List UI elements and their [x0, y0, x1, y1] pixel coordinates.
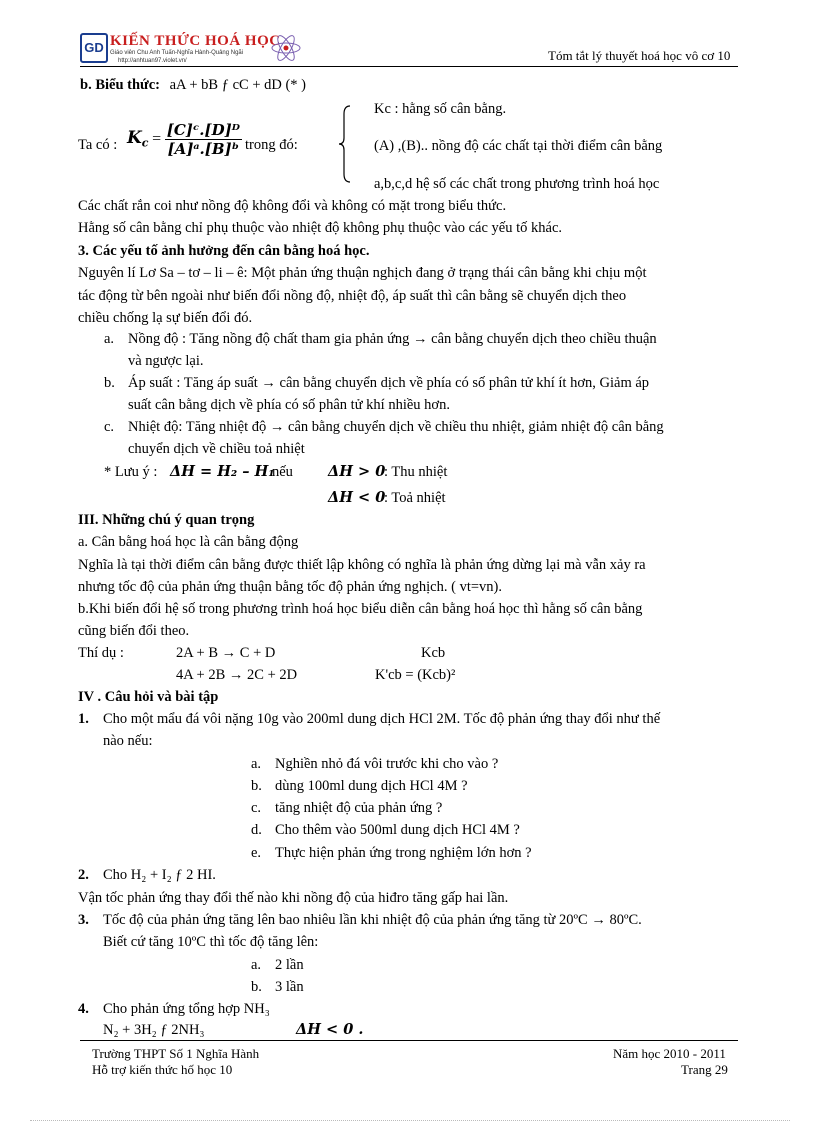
- note-formula: ΔH = H₂ – H₁: [170, 463, 275, 480]
- q1-option: [251, 822, 520, 839]
- q3-option: [251, 957, 304, 974]
- q4-line-2: N₂ + 3H₂ ƒ 2NH₃: [103, 1022, 205, 1038]
- note-neu: nếu: [272, 464, 293, 480]
- footer-school: Trường THPT Số 1 Nghĩa Hành: [92, 1046, 260, 1061]
- q3-option: [251, 979, 304, 996]
- logo-mark: GD: [80, 33, 108, 63]
- example-k-1: Kcb: [421, 645, 446, 661]
- kc-numerator: [C]ᶜ.[D]ᴰ: [166, 121, 240, 139]
- item-c-label: c.: [104, 419, 115, 435]
- option-label: b.: [251, 778, 262, 794]
- footer-support: Hỗ trợ kiến thức hố học 10: [92, 1062, 233, 1077]
- section-iii-title: III. Những chú ý quan trọng: [78, 512, 255, 528]
- example-eq-1: 2A + B → C + D: [176, 645, 276, 661]
- option-label: c.: [251, 800, 262, 816]
- option-text: tăng nhiệt độ của phản ứng ?: [275, 800, 443, 816]
- dynamic-line-2: nhưng tốc độ của phản ứng thuận bằng tốc độ phản ứng nghịch. ( vt=vn).: [78, 579, 502, 595]
- note-label: * Lưu ý :: [104, 464, 158, 480]
- principle-line-2: tác động từ bên ngoài như biến đổi nồng độ, nhiệt độ, áp suất thì cân bằng sẽ chuyển dịch theo: [78, 288, 627, 304]
- q3-number: 3.: [78, 912, 89, 928]
- note-exothermic: : Toả nhiệt: [384, 490, 446, 506]
- expr-note-temp: Hằng số cân bằng chỉ phụ thuộc vào nhiệt độ không phụ thuộc vào các yếu tố khác.: [78, 220, 563, 236]
- dynamic-line-1: Nghĩa là tại thời điểm cân bằng được thiết lập không có nghĩa là phản ứng dừng lại mà vẫn xảy ra: [78, 557, 646, 573]
- q1-option: [251, 845, 532, 862]
- q1-option: [251, 756, 499, 773]
- expr-label: b. Biểu thức:: [80, 77, 160, 93]
- logo-title: KIẾN THỨC HOÁ HỌC: [110, 33, 281, 49]
- option-text: Nghiền nhỏ đá vôi trước khi cho vào ?: [275, 756, 499, 772]
- expr-trongdo: trong đó:: [245, 137, 298, 153]
- note-dh-positive: ΔH > 0: [328, 463, 386, 480]
- option-text: 2 lần: [275, 957, 304, 973]
- option-label: d.: [251, 822, 262, 838]
- section-3-title: 3. Các yếu tố ảnh hưởng đến cân bằng hoá học.: [78, 243, 370, 259]
- q4-delta-h: ΔH < 0 .: [296, 1021, 364, 1038]
- item-b-label: b.: [104, 375, 115, 391]
- q1-option: [251, 778, 468, 795]
- atom-icon: [270, 32, 302, 64]
- kc-denominator: [A]ᵃ.[B]ᵇ: [167, 140, 240, 158]
- kc-symbol: K: [127, 127, 142, 148]
- def-coefficients: a,b,c,d hệ số các chất trong phương trình hoá học: [374, 176, 660, 192]
- example-k-2: K'cb = (Kcb)²: [375, 667, 456, 683]
- expr-taco: Ta có :: [78, 137, 118, 153]
- q2-line-1: Cho H₂ + I₂ ƒ 2 HI.: [103, 867, 216, 883]
- example-eq-2: 4A + 2B → 2C + 2D: [176, 667, 298, 683]
- q1-option: [251, 800, 443, 817]
- item-a-line-2: và ngược lại.: [128, 353, 204, 369]
- option-text: Cho thêm vào 500ml dung dịch HCl 4M ?: [275, 822, 520, 838]
- curly-brace-icon: [338, 104, 352, 184]
- expr-note-solid: Các chất rắn coi như nồng độ không đổi và không có mặt trong biểu thức.: [78, 198, 507, 214]
- q4-number: 4.: [78, 1001, 89, 1017]
- kc-subscript: c: [141, 136, 149, 150]
- item-a-label: a.: [104, 331, 115, 347]
- coefficient-line-1: b.Khi biến đổi hệ số trong phương trình hoá học biểu diễn cân bằng hoá học thì hằng số cân bằng: [78, 601, 643, 617]
- item-c-line-2: chuyển dịch về chiều toả nhiệt: [128, 441, 305, 457]
- def-concentration: (A) ,(B).. nồng độ các chất tại thời điểm cân bằng: [374, 138, 663, 154]
- q1-number: 1.: [78, 711, 89, 727]
- option-text: 3 lần: [275, 979, 304, 995]
- item-a-line-1: Nồng độ : Tăng nồng độ chất tham gia phản ứng → cân bằng chuyển dịch theo chiều thuận: [128, 331, 657, 347]
- principle-line-3: chiều chống lạ sự biến đổi đó.: [78, 310, 253, 326]
- kc-fraction: [165, 121, 242, 158]
- option-label: a.: [251, 957, 262, 973]
- option-label: e.: [251, 845, 262, 861]
- q4-line-1: Cho phản ứng tổng hợp NH₃: [103, 1001, 270, 1017]
- header-rule: [80, 66, 738, 67]
- option-text: Thực hiện phản ứng trong nghiệm lớn hơn ?: [275, 845, 532, 861]
- principle-line-1: Nguyên lí Lơ Sa – tơ – li – ê: Một phản ứng thuận nghịch đang ở trạng thái cân bằng khi chịu một: [78, 265, 647, 281]
- kc-formula: $K_c$ = $\frac{\text{[C]ᶜ.[D]ᴰ}}{\text{[A]ᵃ.[B]ᵇ}}$: [127, 121, 240, 158]
- footer-rule: [80, 1040, 738, 1041]
- item-b-line-1: Áp suất : Tăng áp suất → cân bằng chuyển dịch về phía có số phân tử khí ít hơn, Giảm áp: [128, 375, 650, 391]
- q2-number: 2.: [78, 867, 89, 883]
- q3-line-1: Tốc độ của phản ứng tăng lên bao nhiêu lần khi nhiệt độ của phản ứng tăng từ 20ºC → 80ºC.: [103, 912, 642, 928]
- page-edge-dotted: [30, 1120, 790, 1121]
- option-text: dùng 100ml dung dịch HCl 4M ?: [275, 778, 468, 794]
- example-label: Thí dụ :: [78, 645, 124, 661]
- q1-line-2: nào nếu:: [103, 733, 153, 749]
- header-right-title: Tóm tắt lý thuyết hoá học vô cơ 10: [548, 48, 731, 63]
- expr-line: [80, 77, 306, 94]
- footer-page: Trang 29: [681, 1062, 728, 1077]
- item-c-line-1: Nhiệt độ: Tăng nhiệt độ → cân bằng chuyển dịch về chiều thu nhiệt, giảm nhiệt độ cân bằng: [128, 419, 664, 435]
- section-iv-title: IV . Câu hỏi và bài tập: [78, 689, 219, 705]
- note-dh-negative: ΔH < 0: [328, 489, 386, 506]
- coefficient-line-2: cũng biến đổi theo.: [78, 623, 190, 639]
- q3-line-2: Biết cứ tăng 10ºC thì tốc độ tăng lên:: [103, 934, 319, 950]
- logo-subtitle: Giáo viên Chu Anh Tuấn-Nghĩa Hành-Quảng Ngãi: [110, 50, 244, 56]
- dynamic-equilibrium: a. Cân bằng hoá học là cân bằng động: [78, 534, 299, 550]
- def-kc: Kc : hằng số cân bằng.: [374, 101, 507, 117]
- q2-line-2: Vận tốc phản ứng thay đổi thế nào khi nồng độ của hiđro tăng gấp hai lần.: [78, 890, 509, 906]
- expr-equation: aA + bB ƒ cC + dD (* ): [169, 77, 306, 93]
- item-b-line-2: suất cân bằng dịch về phía có số phân tử khí nhiều hơn.: [128, 397, 450, 413]
- q1-line-1: Cho một mẩu đá vôi nặng 10g vào 200ml dung dịch HCl 2M. Tốc độ phản ứng thay đổi như thế: [103, 711, 661, 727]
- note-endothermic: : Thu nhiệt: [384, 464, 448, 480]
- footer-year: Năm học 2010 - 2011: [613, 1046, 726, 1061]
- logo-url: http://anhtuan97.violet.vn/: [118, 58, 187, 64]
- option-label: b.: [251, 979, 262, 995]
- option-label: a.: [251, 756, 262, 772]
